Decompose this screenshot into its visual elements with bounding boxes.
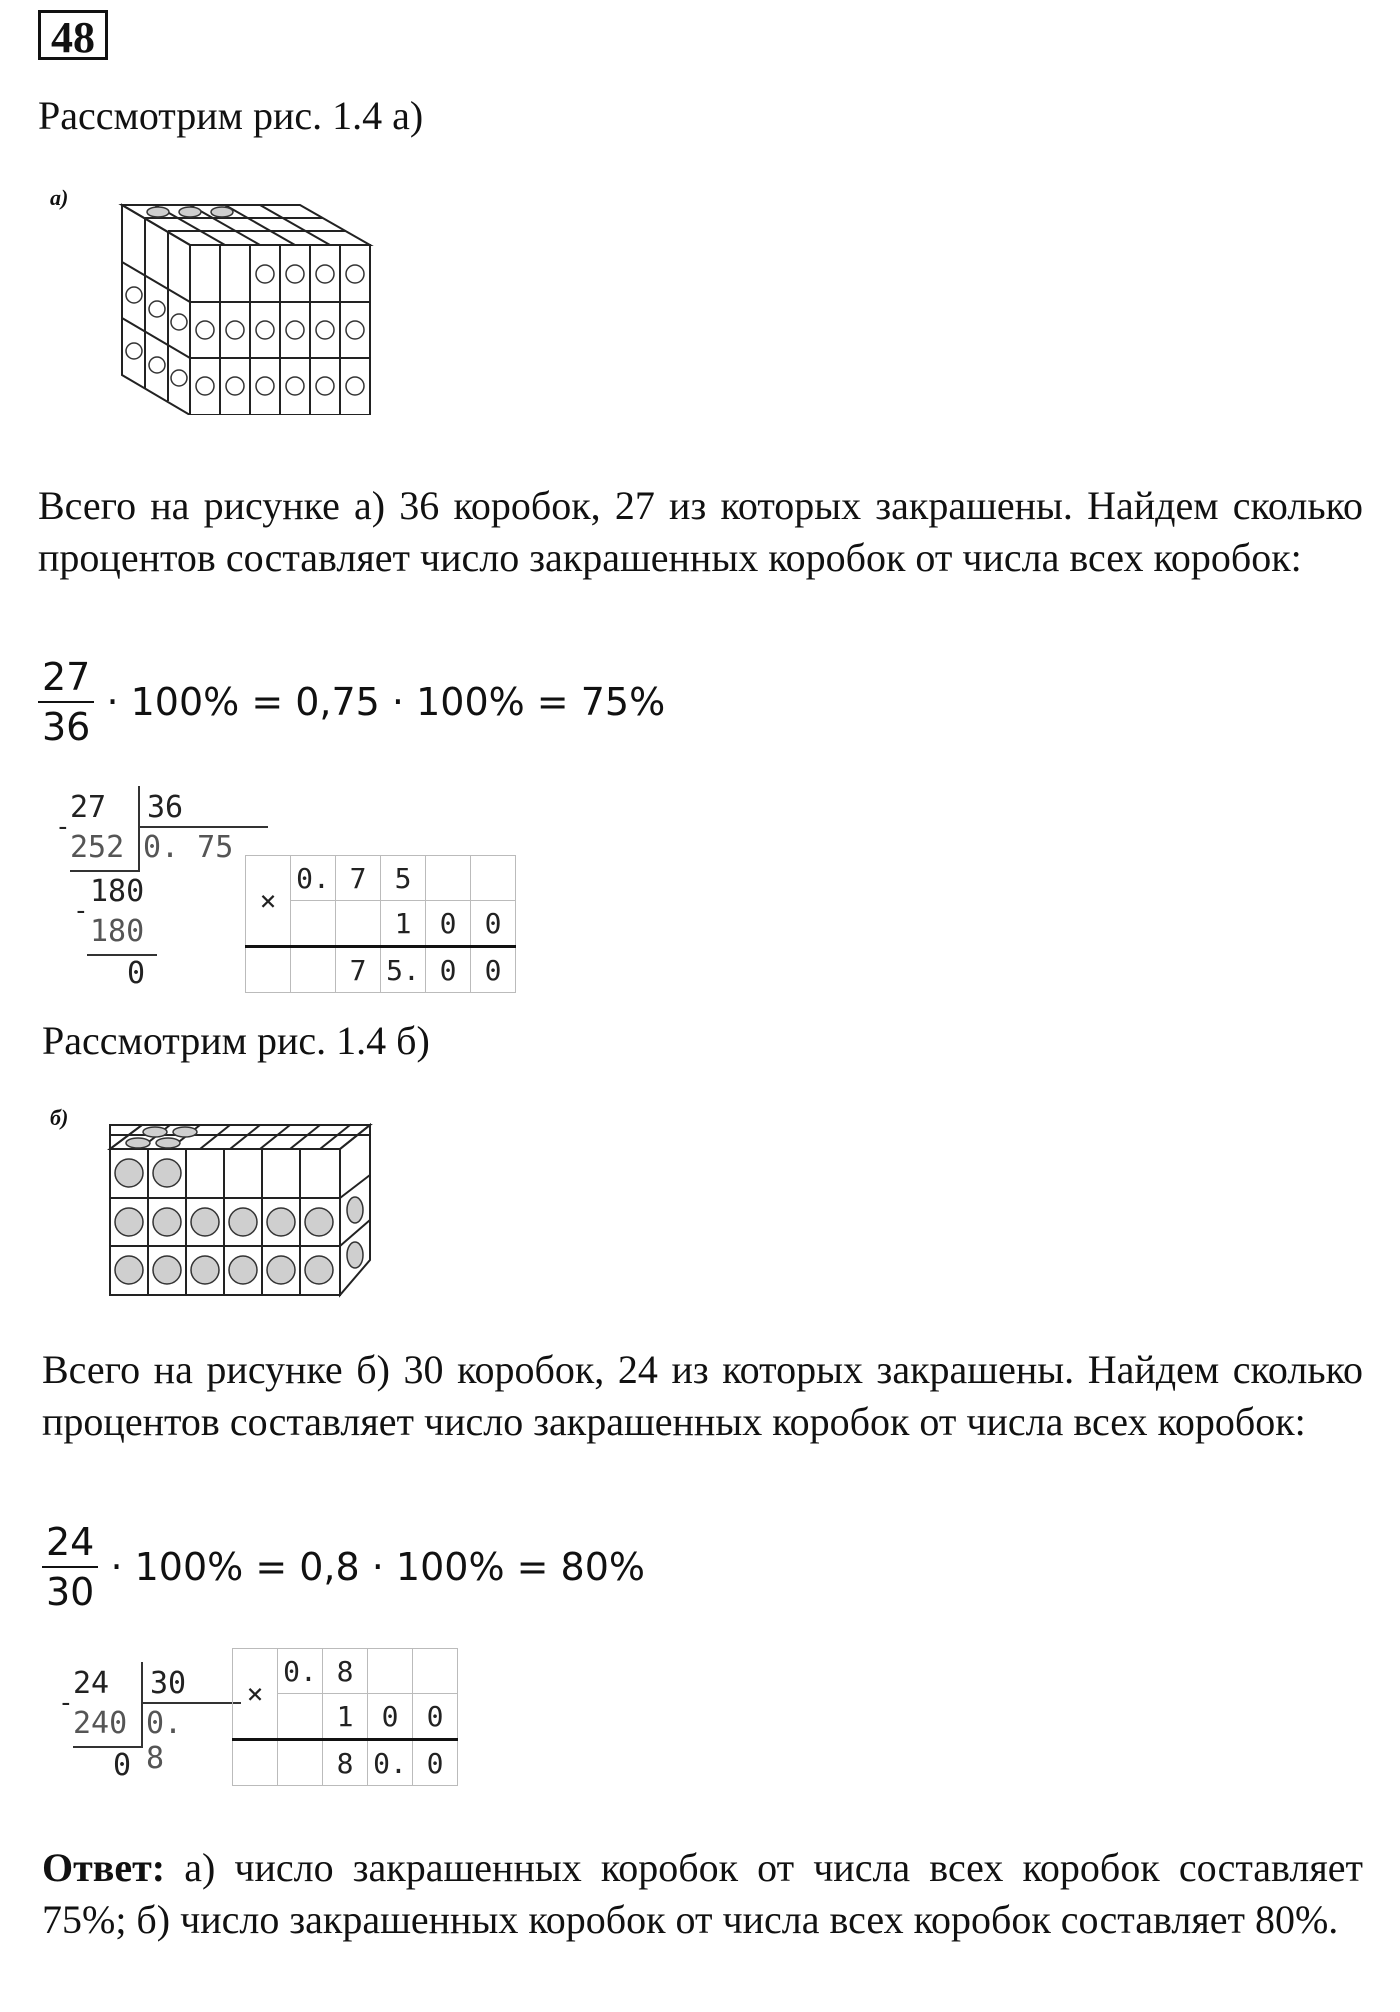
mul-b-cell bbox=[368, 1649, 413, 1694]
part-a-frac-numerator: 27 bbox=[38, 655, 94, 703]
answer-text: а) число закрашенных коробок от числа всех коробок составляет 75%; б) число закрашенных коробок от числа всех коробок составляет 80%. bbox=[42, 1845, 1363, 1942]
part-b-frac-denominator: 30 bbox=[46, 1570, 95, 1614]
div-a-rem2: 0 bbox=[127, 956, 146, 991]
div-b-sub1: 240 bbox=[73, 1706, 128, 1741]
div-b-dividend: 24 bbox=[73, 1666, 110, 1701]
part-a-intro: Рассмотрим рис. 1.4 а) bbox=[38, 93, 424, 138]
mul-a-cell bbox=[291, 901, 336, 947]
mul-b-cell bbox=[278, 1740, 323, 1786]
div-a-quotient: 0. 75 bbox=[143, 830, 234, 865]
figure-a bbox=[50, 185, 380, 415]
part-a-text: Всего на рисунке а) 36 коробок, 27 из которых закрашены. Найдем сколько процентов составляет число закрашенных коробок от числа всех коробок: bbox=[38, 483, 1363, 580]
part-a-formula-rest: · 100% = 0,75 · 100% = 75% bbox=[106, 680, 666, 724]
mul-a-cell: 0. bbox=[291, 856, 336, 901]
answer-label: Ответ: bbox=[42, 1845, 166, 1890]
mul-b-cell: 0 bbox=[413, 1694, 458, 1740]
mul-a-cell: 5 bbox=[381, 856, 426, 901]
div-b-rem1: 0 bbox=[113, 1748, 132, 1783]
div-b-vbar bbox=[141, 1662, 143, 1746]
mul-a-cell bbox=[246, 947, 291, 993]
mul-b-cell: 8 bbox=[323, 1649, 368, 1694]
mul-a-cell: 5. bbox=[381, 947, 426, 993]
mul-a-sign: × bbox=[246, 856, 291, 947]
part-b-intro: Рассмотрим рис. 1.4 б) bbox=[42, 1018, 430, 1063]
part-a-multiplication-table bbox=[245, 855, 516, 993]
div-a-line-2 bbox=[87, 954, 157, 956]
mul-b-cell: 0. bbox=[368, 1740, 413, 1786]
mul-a-cell bbox=[471, 856, 516, 901]
div-a-sub1: 252 bbox=[70, 830, 125, 865]
mul-b-cell bbox=[278, 1694, 323, 1740]
mul-a-cell bbox=[291, 947, 336, 993]
div-a-sub2: 180 bbox=[90, 914, 145, 949]
part-b-text: Всего на рисунке б) 30 коробок, 24 из которых закрашены. Найдем сколько процентов составляет число закрашенных коробок от числа всех коробок: bbox=[42, 1347, 1363, 1444]
answer-paragraph bbox=[42, 1842, 1363, 1946]
div-b-line-1 bbox=[73, 1746, 143, 1748]
div-b-divisor: 30 bbox=[150, 1666, 187, 1701]
mul-b-cell bbox=[413, 1649, 458, 1694]
figure-b-label: б) bbox=[50, 1105, 69, 1130]
div-a-rem1: 180 bbox=[90, 874, 145, 909]
boxes-3d-a-image bbox=[50, 185, 380, 415]
mul-b-cell: 0. bbox=[278, 1649, 323, 1694]
part-a-frac-denominator: 36 bbox=[42, 705, 91, 749]
mul-a-cell: 7 bbox=[336, 856, 381, 901]
mul-a-cell: 0 bbox=[471, 947, 516, 993]
mul-a-cell bbox=[426, 856, 471, 901]
figure-b bbox=[50, 1105, 380, 1305]
div-a-minus-1: - bbox=[55, 812, 71, 842]
div-a-minus-2: - bbox=[73, 896, 89, 926]
div-b-hbar bbox=[141, 1702, 241, 1704]
mul-b-cell: 0 bbox=[413, 1740, 458, 1786]
part-a-long-division bbox=[55, 790, 235, 990]
div-b-minus-1: - bbox=[58, 1688, 74, 1718]
mul-b-cell: 0 bbox=[368, 1694, 413, 1740]
task-number: 48 bbox=[38, 10, 108, 60]
mul-a-cell bbox=[336, 901, 381, 947]
mul-a-cell: 0 bbox=[426, 901, 471, 947]
mul-a-cell: 0 bbox=[426, 947, 471, 993]
mul-b-cell bbox=[233, 1740, 278, 1786]
part-a-formula bbox=[38, 655, 665, 749]
div-a-line-1 bbox=[70, 870, 140, 872]
mul-b-cell: 8 bbox=[323, 1740, 368, 1786]
div-a-vbar bbox=[138, 786, 140, 872]
div-b-quotient: 0. 8 bbox=[146, 1706, 183, 1776]
part-b-formula bbox=[42, 1520, 645, 1614]
part-b-long-division bbox=[58, 1666, 218, 1796]
div-a-divisor: 36 bbox=[147, 790, 184, 825]
part-b-frac-numerator: 24 bbox=[42, 1520, 98, 1568]
div-a-dividend: 27 bbox=[70, 790, 107, 825]
div-a-hbar bbox=[138, 826, 268, 828]
boxes-3d-b-image bbox=[50, 1105, 380, 1305]
mul-b-cell: 1 bbox=[323, 1694, 368, 1740]
part-b-multiplication-table bbox=[232, 1648, 458, 1786]
mul-a-cell: 7 bbox=[336, 947, 381, 993]
mul-a-cell: 0 bbox=[471, 901, 516, 947]
part-b-formula-rest: · 100% = 0,8 · 100% = 80% bbox=[110, 1545, 646, 1589]
figure-a-label: а) bbox=[50, 185, 69, 210]
mul-a-cell: 1 bbox=[381, 901, 426, 947]
mul-b-sign: × bbox=[233, 1649, 278, 1740]
